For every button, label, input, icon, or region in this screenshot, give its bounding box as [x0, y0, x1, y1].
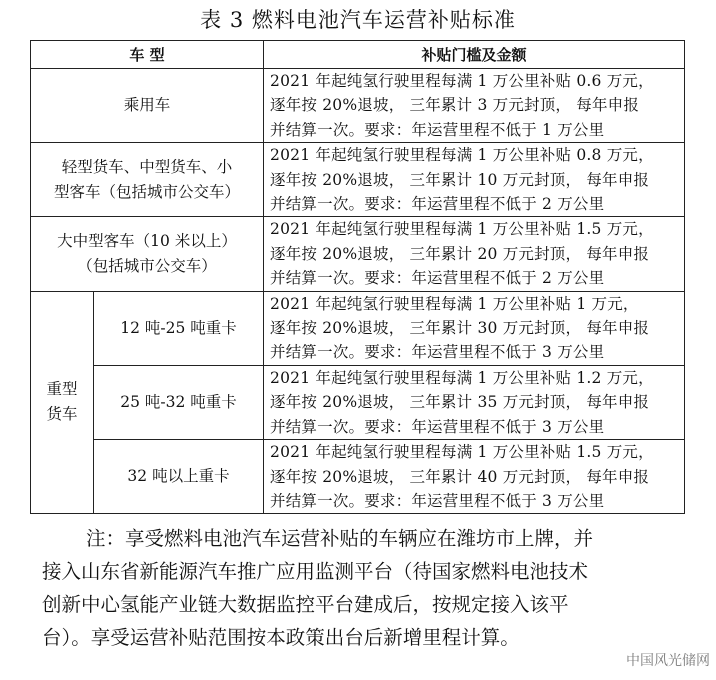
vehicle-type-text: （包括城市公交车） — [77, 257, 217, 276]
description-line: 并结算一次。要求：年运营里程不低于 1 万公里 — [270, 120, 605, 139]
vehicle-type-text: 大中型客车（10 米以上） — [57, 232, 237, 251]
description-line: 逐年按 20%退坡， 三年累计 40 万元封顶， 每年申报 — [270, 467, 650, 486]
description-line: 并结算一次。要求：年运营里程不低于 3 万公里 — [270, 491, 605, 510]
description-line: 2021 年起纯氢行驶里程每满 1 万公里补贴 0.8 万元， — [270, 146, 654, 165]
table-row — [31, 143, 685, 217]
description-line: 2021 年起纯氢行驶里程每满 1 万公里补贴 1 万元， — [270, 294, 639, 313]
description-line: 逐年按 20%退坡， 三年累计 35 万元封顶， 每年申报 — [270, 393, 650, 412]
header-vehicle-type: 车 型 — [31, 41, 264, 69]
description-line: 并结算一次。要求：年运营里程不低于 3 万公里 — [270, 417, 605, 436]
table-row — [31, 217, 685, 291]
footnote-line: 创新中心氢能产业链大数据监控平台建成后，按规定接入该平 — [42, 593, 569, 616]
vehicle-type-text: 轻型货车、中型货车、小 — [61, 157, 233, 176]
vehicle-type-cell — [31, 69, 264, 143]
description-line: 并结算一次。要求：年运营里程不低于 3 万公里 — [270, 343, 605, 362]
subsidy-description — [264, 291, 685, 365]
vehicle-type-cell — [94, 291, 264, 365]
description-line: 并结算一次。要求：年运营里程不低于 2 万公里 — [270, 269, 605, 288]
vehicle-type-cell — [94, 365, 264, 439]
table-header-row — [31, 41, 685, 69]
subsidy-table — [30, 40, 685, 514]
description-line: 2021 年起纯氢行驶里程每满 1 万公里补贴 1.5 万元， — [270, 220, 654, 239]
header-subsidy-amount: 补贴门槛及金额 — [264, 41, 685, 69]
heavy-truck-group-label: 重型 — [46, 380, 78, 399]
table-row — [31, 365, 685, 439]
vehicle-type-cell — [31, 217, 264, 291]
subsidy-description — [264, 143, 685, 217]
footnote-line: 注：享受燃料电池汽车运营补贴的车辆应在潍坊市上牌，并 — [86, 527, 594, 550]
vehicle-type-text: 12 吨-25 吨重卡 — [120, 318, 237, 337]
vehicle-type-cell — [94, 440, 264, 514]
footnote-line: 接入山东省新能源汽车推广应用监测平台（待国家燃料电池技术 — [42, 560, 589, 583]
subsidy-description — [264, 217, 685, 291]
subsidy-description — [264, 440, 685, 514]
description-line: 2021 年起纯氢行驶里程每满 1 万公里补贴 1.2 万元， — [270, 368, 654, 387]
vehicle-type-cell — [31, 143, 264, 217]
table-row — [31, 291, 685, 365]
description-line: 2021 年起纯氢行驶里程每满 1 万公里补贴 1.5 万元， — [270, 443, 654, 462]
vehicle-type-text: 乘用车 — [123, 96, 171, 115]
site-watermark: 中国风光储网 — [626, 653, 710, 669]
table-row — [31, 440, 685, 514]
table-row — [31, 69, 685, 143]
vehicle-type-text: 25 吨-32 吨重卡 — [120, 392, 237, 411]
description-line: 逐年按 20%退坡， 三年累计 30 万元封顶， 每年申报 — [270, 319, 650, 338]
table-title: 表 3 燃料电池汽车运营补贴标准 — [200, 8, 516, 32]
subsidy-description — [264, 365, 685, 439]
heavy-truck-group-label: 货车 — [46, 405, 78, 424]
vehicle-type-text: 型客车（包括城市公交车） — [54, 182, 241, 201]
description-line: 逐年按 20%退坡， 三年累计 20 万元封顶， 每年申报 — [270, 244, 650, 263]
description-line: 逐年按 20%退坡， 三年累计 3 万元封顶， 每年申报 — [270, 96, 640, 115]
subsidy-description — [264, 69, 685, 143]
description-line: 2021 年起纯氢行驶里程每满 1 万公里补贴 0.6 万元， — [270, 72, 654, 90]
description-line: 逐年按 20%退坡， 三年累计 10 万元封顶， 每年申报 — [270, 170, 650, 189]
table-footnote — [42, 522, 692, 654]
description-line: 并结算一次。要求：年运营里程不低于 2 万公里 — [270, 195, 605, 214]
vehicle-type-text: 32 吨以上重卡 — [127, 467, 230, 486]
heavy-truck-group-cell — [31, 291, 94, 514]
footnote-line: 台）。享受运营补贴范围按本政策出台后新增里程计算。 — [42, 626, 520, 649]
